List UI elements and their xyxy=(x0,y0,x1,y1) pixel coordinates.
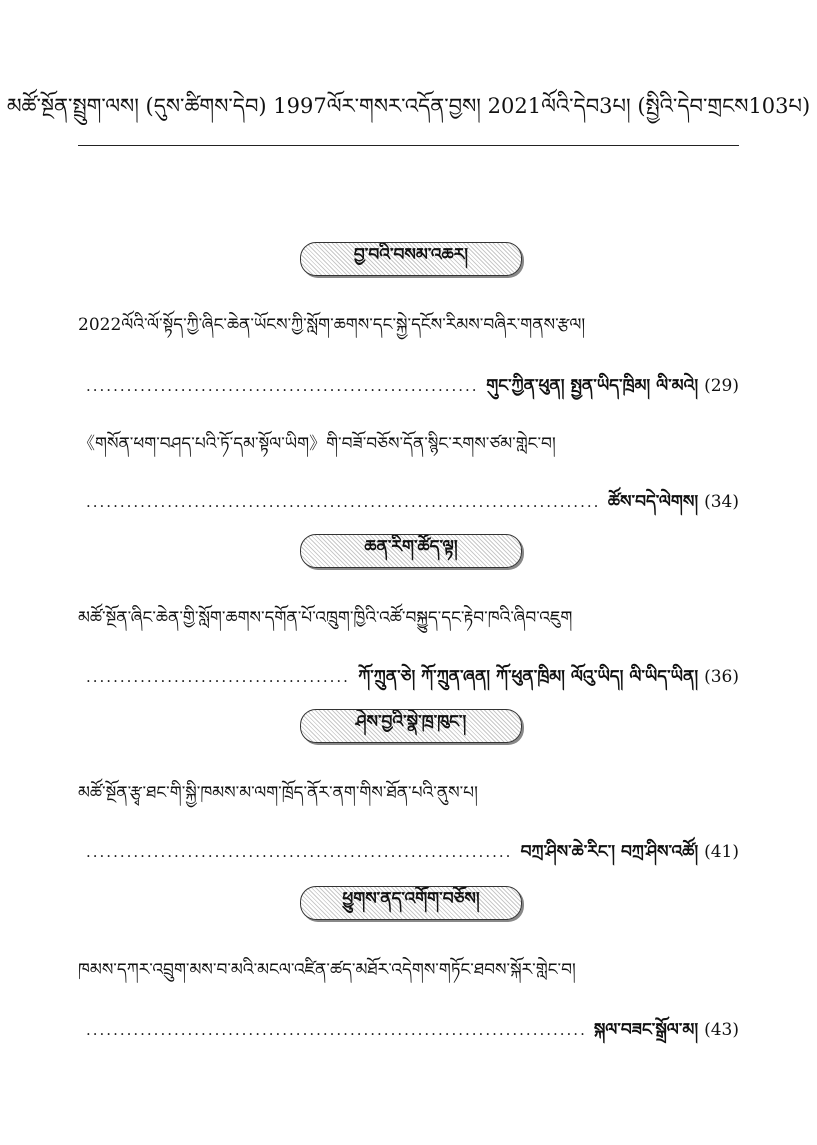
toc-entry-author: ཚོས་བདེ་ལེགས། xyxy=(607,492,699,512)
dot-leader xyxy=(86,493,598,511)
dot-leader xyxy=(86,377,476,395)
toc-entry-byline xyxy=(86,1010,739,1058)
toc-entry-page[interactable]: (43) xyxy=(704,1020,739,1040)
dot-leader xyxy=(86,843,511,861)
section-heading-livestock-disease-prevention: ཕྱུགས་ནད་འགོག་བཅོས། xyxy=(300,886,522,920)
toc-entry-title[interactable]: 《གསོན་ཕག་བཤད་པའི་ཏོ་དམ་སྟོལ་ཡིག》གི་བཟོ་བཅོས་དོན་སྙིང་རགས་ཙམ་གླེང་བ། xyxy=(78,434,556,454)
section-heading-knowledge-window: ཤེས་བྱའི་སྣེ་ཁྲ་ཁུང་། xyxy=(300,709,522,743)
section-heading-work-opinion: བྱ་བའི་བསམ་འཆར། xyxy=(300,242,522,276)
toc-entry-author: སྐལ་བཟང་སྒྲོལ་མ། xyxy=(593,1020,699,1040)
header-title: མཚོ་སྔོན་སྤྲུག་ལས། (དུས་ཚིགས་དེབ) 1997ལོར་གསར་འདོན་བྱས། 2021ལོའི་དེབ3པ། (སྤྱིའི་དེབ་གྲངས103པ) xyxy=(6,94,811,118)
dot-leader xyxy=(86,668,348,686)
toc-entry-title[interactable]: མཚོ་སྔོན་ཞིང་ཆེན་གྱི་སློག་ཆགས་དགོན་པོ་འཁྲུག་ཁྱིའི་འཚོ་བསྐྱུད་དང་རྟེབ་ཁའི་ཞིབ་འཇུག xyxy=(78,608,573,628)
toc-entry-byline xyxy=(86,366,739,414)
toc-entry-byline xyxy=(86,832,739,880)
toc-entry-author: ཀོ་ཀྲུན་ཅེ། ཀོ་ཀྲུན་ཞན། ཀོ་ཕུན་ཁྲིམ། ལོའུ་ཡིད། ལི་ཡིད་ཡིན། xyxy=(358,667,699,687)
toc-entry-page[interactable]: (34) xyxy=(704,492,739,512)
toc-entry-page[interactable]: (41) xyxy=(704,842,739,862)
toc-entry-title[interactable]: ཁམས་དཀར་འབྲུག་མས་བ་མའི་མངལ་འཛིན་ཚད་མཐོར་འདེགས་གཏོང་ཐབས་སྐོར་གླེང་བ། xyxy=(78,960,576,980)
toc-entry-author: བཀྲ་ཤིས་ཆེ་རིང་། བཀྲ་ཤིས་འཚོ། xyxy=(520,842,699,862)
toc-entry-title[interactable]: མཚོ་སྔོན་རྩྭ་ཐང་གི་སྐྱི་ཁམས་མ་ལག་ཁྲོད་ནོར་ནག་གིས་ཐོན་པའི་ནུས་པ། xyxy=(78,783,478,803)
toc-entry-byline xyxy=(86,657,739,705)
section-heading-scientific-experiment: ཆན་རིག་ཚོད་ལྟ། xyxy=(300,534,522,568)
dot-leader xyxy=(86,1021,584,1039)
toc-entry-page[interactable]: (29) xyxy=(704,376,739,396)
toc-entry-page[interactable]: (36) xyxy=(704,667,739,687)
running-header xyxy=(6,94,811,146)
toc-entry-author: གུང་ཀྱིན་ཕུན། སྤྱན་ཡིད་ཁྲིམ། ལི་མའེ། xyxy=(486,376,699,396)
toc-entry-byline xyxy=(86,482,739,530)
toc-entry-title[interactable]: 2022ལོའི་ལོ་སྟོད་ཀྱི་ཞིང་ཆེན་ཡོངས་ཀྱི་སློག་ཆགས་དང་སྐྱེ་དངོས་རིམས་བཞིར་གནས་རྩལ། xyxy=(78,315,586,335)
